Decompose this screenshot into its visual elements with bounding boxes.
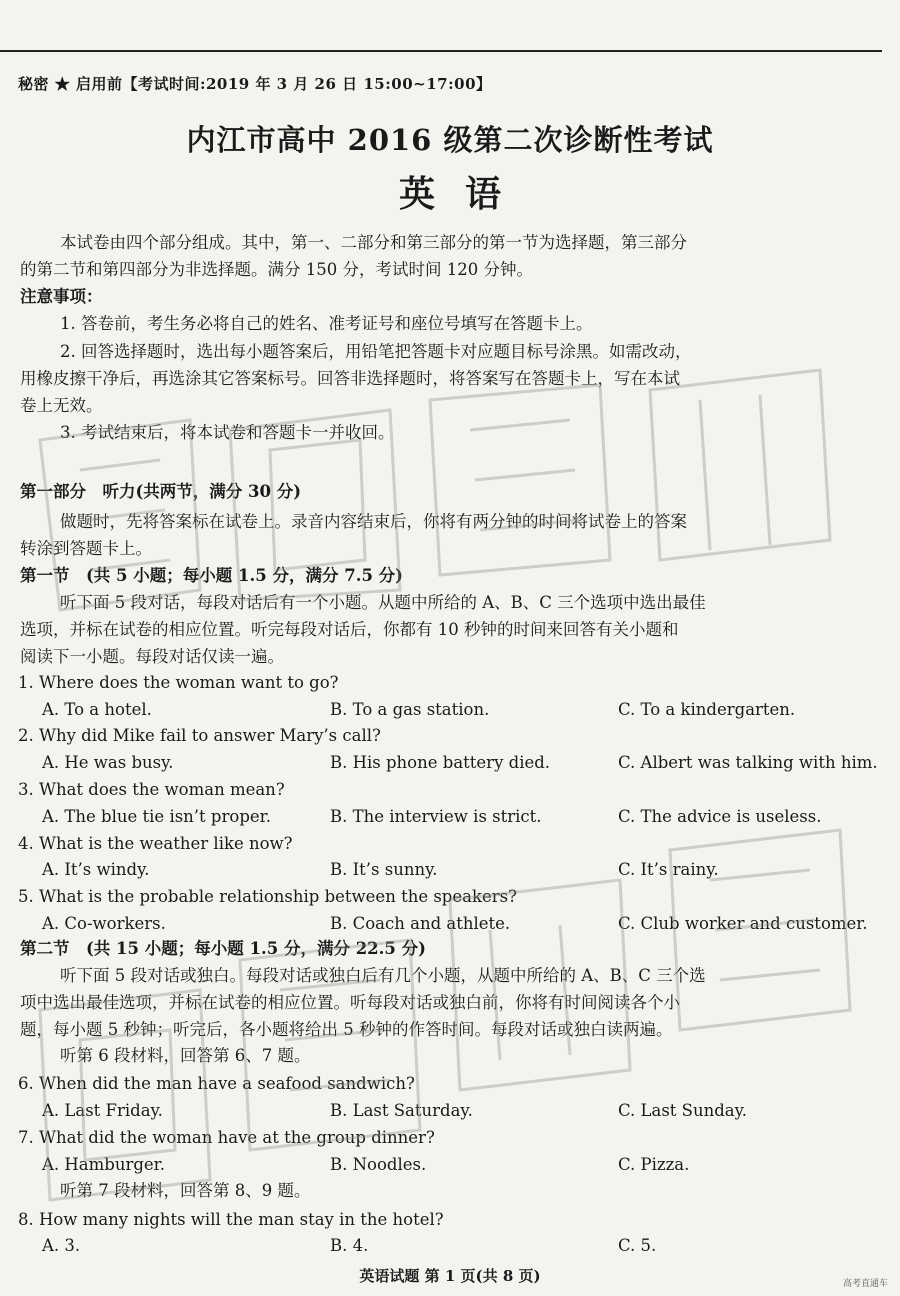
top-rule — [0, 50, 882, 52]
material-7-note: 听第 7 段材料，回答第 8、9 题。 — [60, 1181, 311, 1200]
section1-desc-2: 选项，并标在试卷的相应位置。听完每段对话后，你都有 10 秒钟的时间来回答有关小题和 — [20, 620, 679, 639]
question-6: 6. When did the man have a seafood sandwich? — [18, 1074, 415, 1093]
notice-2a: 2. 回答选择题时，选出每小题答案后，用铅笔把答题卡对应题目标号涂黑。如需改动， — [60, 342, 692, 361]
section2-desc-3: 题，每小题 5 秒钟；听完后，各小题将给出 5 秒钟的作答时间。每段对话或独白读两遍。 — [20, 1020, 673, 1039]
intro-line-2: 的第二节和第四部分为非选择题。满分 150 分，考试时间 120 分钟。 — [20, 260, 533, 279]
q3-option-b: B. The interview is strict. — [330, 807, 542, 826]
question-2: 2. Why did Mike fail to answer Mary’s call? — [18, 726, 381, 745]
q5-option-a: A. Co-workers. — [42, 914, 166, 933]
section1-title: 第一节 (共 5 小题；每小题 1.5 分，满分 7.5 分) — [20, 566, 403, 585]
question-7: 7. What did the woman have at the group dinner? — [18, 1128, 435, 1147]
q6-option-c: C. Last Sunday. — [618, 1101, 747, 1120]
q1-option-c: C. To a kindergarten. — [618, 700, 796, 719]
subject-title: 英语 — [398, 173, 531, 215]
q6-option-a: A. Last Friday. — [42, 1101, 163, 1120]
corner-watermark-text: 高考直通车 — [842, 1279, 888, 1289]
section2-desc-2: 项中选出最佳选项，并标在试卷的相应位置。听每段对话或独白前，你将有时间阅读各个小 — [20, 993, 680, 1012]
question-1: 1. Where does the woman want to go? — [18, 673, 339, 692]
page-footer: 英语试题 第 1 页(共 8 页) — [359, 1267, 541, 1285]
question-3: 3. What does the woman mean? — [18, 780, 285, 799]
section2-desc-1: 听下面 5 段对话或独白。每段对话或独白后有几个小题，从题中所给的 A、B、C 三个选 — [60, 966, 706, 985]
exam-secret-strip: 秘密 ★ 启用前【考试时间:2019 年 3 月 26 日 15:00~17:00】 — [18, 75, 492, 93]
q7-option-c: C. Pizza. — [618, 1155, 690, 1174]
notice-2b: 用橡皮擦干净后，再选涂其它答案标号。回答非选择题时，将答案写在答题卡上，写在本试 — [20, 369, 680, 388]
q5-option-c: C. Club worker and customer. — [618, 914, 868, 933]
q8-option-a: A. 3. — [42, 1236, 81, 1255]
q1-option-a: A. To a hotel. — [42, 700, 152, 719]
q7-option-a: A. Hamburger. — [42, 1155, 166, 1174]
q4-option-a: A. It’s windy. — [42, 860, 150, 879]
q2-option-b: B. His phone battery died. — [330, 753, 551, 772]
q6-option-b: B. Last Saturday. — [330, 1101, 473, 1120]
question-8: 8. How many nights will the man stay in the hotel? — [18, 1210, 444, 1229]
question-5: 5. What is the probable relationship between the speakers? — [18, 887, 517, 906]
q5-option-b: B. Coach and athlete. — [330, 914, 511, 933]
q4-option-b: B. It’s sunny. — [330, 860, 438, 879]
part1-title: 第一部分 听力(共两节，满分 30 分) — [20, 482, 302, 501]
q2-option-c: C. Albert was talking with him. — [618, 753, 878, 772]
part1-desc-2: 转涂到答题卡上。 — [20, 539, 152, 558]
q3-option-a: A. The blue tie isn’t proper. — [42, 807, 271, 826]
q3-option-c: C. The advice is useless. — [618, 807, 822, 826]
notice-title: 注意事项： — [20, 287, 103, 306]
q7-option-b: B. Noodles. — [330, 1155, 427, 1174]
notice-2c: 卷上无效。 — [20, 396, 103, 415]
notice-3: 3. 考试结束后，将本试卷和答题卡一并收回。 — [60, 423, 395, 442]
section1-desc-3: 阅读下一小题。每段对话仅读一遍。 — [20, 647, 284, 666]
q8-option-c: C. 5. — [618, 1236, 657, 1255]
exam-title: 内江市高中 2016 级第二次诊断性考试 — [186, 123, 714, 157]
section1-desc-1: 听下面 5 段对话，每段对话后有一个小题。从题中所给的 A、B、C 三个选项中选出最佳 — [60, 593, 706, 612]
q8-option-b: B. 4. — [330, 1236, 369, 1255]
q4-option-c: C. It’s rainy. — [618, 860, 719, 879]
notice-1: 1. 答卷前，考生务必将自己的姓名、准考证号和座位号填写在答题卡上。 — [60, 314, 593, 333]
material-6-note: 听第 6 段材料，回答第 6、7 题。 — [60, 1046, 311, 1065]
intro-line-1: 本试卷由四个部分组成。其中，第一、二部分和第三部分的第一节为选择题，第三部分 — [60, 233, 687, 252]
section2-title: 第二节 (共 15 小题；每小题 1.5 分，满分 22.5 分) — [20, 939, 426, 958]
question-4: 4. What is the weather like now? — [18, 834, 293, 853]
part1-desc-1: 做题时，先将答案标在试卷上。录音内容结束后，你将有两分钟的时间将试卷上的答案 — [60, 512, 687, 531]
q1-option-b: B. To a gas station. — [330, 700, 490, 719]
q2-option-a: A. He was busy. — [42, 753, 174, 772]
